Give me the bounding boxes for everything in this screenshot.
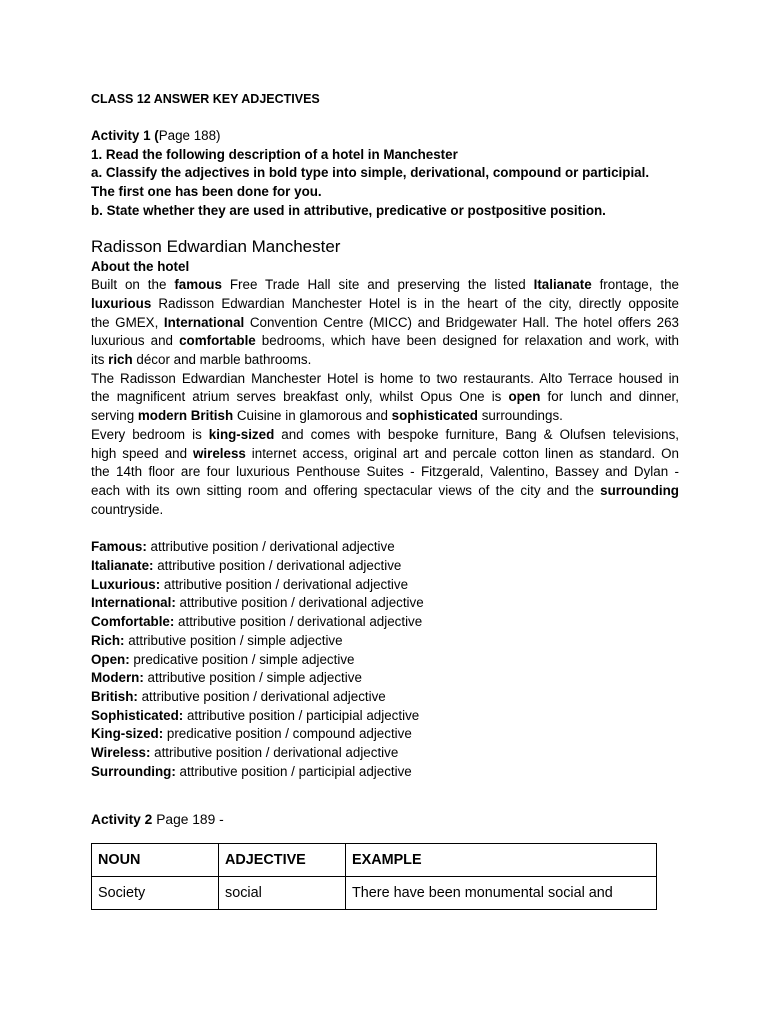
activity1-heading [91, 127, 679, 146]
answer-text: attributive position / simple adjective [124, 632, 343, 648]
answer-word: Rich: [91, 632, 125, 648]
answer-item [91, 538, 679, 557]
column-header: ADJECTIVE [219, 843, 346, 876]
column-header: EXAMPLE [346, 843, 657, 876]
answer-word: International: [91, 595, 176, 611]
answer-item [91, 632, 679, 651]
answer-text: attributive position / simple adjective [143, 670, 362, 686]
document-page [91, 90, 679, 910]
answer-word: Open: [91, 651, 130, 667]
bold-adjective: rich [108, 352, 133, 368]
answer-item [91, 651, 679, 670]
answer-item [91, 594, 679, 613]
bold-adjective: Italianate [533, 277, 592, 293]
answer-text: attributive position / derivational adjective [160, 576, 409, 592]
answer-word: British: [91, 688, 138, 704]
answer-item [91, 557, 679, 576]
text-line: each with its own sitting room and offering spectacular views of the city and the surrounding [91, 482, 679, 498]
text-line: the 14th floor are four luxurious Penthouse Suites - Fitzgerald, Valentino, Bassey and Dylan - [91, 464, 679, 480]
answer-word: Wireless: [91, 745, 151, 761]
table-cell: Society [92, 876, 219, 909]
answer-item [91, 688, 679, 707]
answer-text: attributive position / participial adjective [183, 707, 420, 723]
answer-text: attributive position / derivational adjective [137, 688, 386, 704]
answer-word: Italianate: [91, 558, 154, 574]
answer-text: predicative position / simple adjective [129, 651, 355, 667]
answer-word: King-sized: [91, 726, 164, 742]
answer-item [91, 669, 679, 688]
answer-item [91, 613, 679, 632]
hotel-description [91, 276, 679, 519]
answer-text: attributive position / derivational adjective [175, 595, 424, 611]
answer-word: Luxurious: [91, 576, 161, 592]
bold-adjective: open [508, 389, 541, 405]
answer-word: Sophisticated: [91, 707, 184, 723]
question-a-line1: a. Classify the adjectives in bold type into simple, derivational, compound or participial. [91, 165, 650, 181]
table-header-row [92, 843, 657, 876]
text-line: Every bedroom is king-sized and comes with bespoke furniture, Bang & Olufsen televisions, [91, 426, 679, 442]
bold-adjective: luxurious [91, 295, 152, 311]
answer-word: Modern: [91, 670, 144, 686]
text-line: its rich décor and marble bathrooms. [91, 352, 312, 368]
activity2-page: Page 189 - [152, 811, 224, 827]
activity1-label: Activity 1 ( [91, 128, 159, 143]
answer-word: Surrounding: [91, 763, 176, 779]
activity1-page: Page 188) [158, 128, 221, 143]
answer-text: attributive position / derivational adjective [153, 558, 402, 574]
text-line: luxurious Radisson Edwardian Manchester Hotel is in the heart of the city, directly opposite [91, 295, 679, 311]
answer-item [91, 725, 679, 744]
answer-list [91, 538, 679, 781]
activity2-heading [91, 810, 679, 830]
bold-adjective: surrounding [600, 482, 679, 498]
text-line: serving modern British Cuisine in glamorous and sophisticated surroundings. [91, 408, 563, 424]
text-line: the magnificent atrium serves breakfast only, whilst Opus One is open for lunch and dinner, [91, 389, 679, 405]
column-header: NOUN [92, 843, 219, 876]
text-line: The Radisson Edwardian Manchester Hotel is home to two restaurants. Alto Terrace housed in [91, 370, 679, 386]
bold-adjective: famous [174, 277, 222, 293]
answer-item [91, 744, 679, 763]
answer-text: attributive position / participial adjective [175, 763, 412, 779]
answer-text: attributive position / derivational adjective [174, 614, 423, 630]
answer-word: Famous: [91, 539, 147, 555]
bold-adjective: sophisticated [391, 408, 478, 424]
answer-word: Comfortable: [91, 614, 175, 630]
text-line: high speed and wireless internet access, original art and percale cotton linen as standard. On [91, 445, 679, 461]
bold-adjective: king-sized [208, 426, 275, 442]
bold-adjective: wireless [192, 445, 246, 461]
answer-item [91, 763, 679, 782]
text-line: luxurious and comfortable bedrooms, which have been designed for relaxation and work, with [91, 333, 680, 349]
bold-adjective: comfortable [179, 333, 256, 349]
page-title: CLASS 12 ANSWER KEY ADJECTIVES [91, 92, 320, 106]
answer-item [91, 576, 679, 595]
noun-adjective-table [91, 843, 657, 910]
answer-text: predicative position / compound adjective [163, 726, 412, 742]
text-line: countryside. [91, 501, 164, 517]
question-1: 1. Read the following description of a hotel in Manchester [91, 146, 458, 162]
table-cell: social [219, 876, 346, 909]
bold-adjective: modern British [137, 408, 234, 424]
activity2-label: Activity 2 [91, 811, 153, 827]
about-heading: About the hotel [91, 258, 190, 274]
question-a-line2: The first one has been done for you. [91, 184, 322, 200]
hotel-name: Radisson Edwardian Manchester [91, 236, 341, 256]
text-line: Built on the famous Free Trade Hall site and preserving the listed Italianate frontage, the [91, 277, 679, 293]
answer-text: attributive position / derivational adjective [146, 539, 395, 555]
table-cell: There have been monumental social and [346, 876, 657, 909]
table-row [92, 876, 657, 909]
bold-adjective: International [163, 314, 245, 330]
text-line: the GMEX, International Convention Centre (MICC) and Bridgewater Hall. The hotel offers 263 [91, 314, 679, 330]
question-b: b. State whether they are used in attributive, predicative or postpositive position. [91, 202, 606, 218]
answer-item [91, 707, 679, 726]
answer-text: attributive position / derivational adjective [150, 745, 399, 761]
